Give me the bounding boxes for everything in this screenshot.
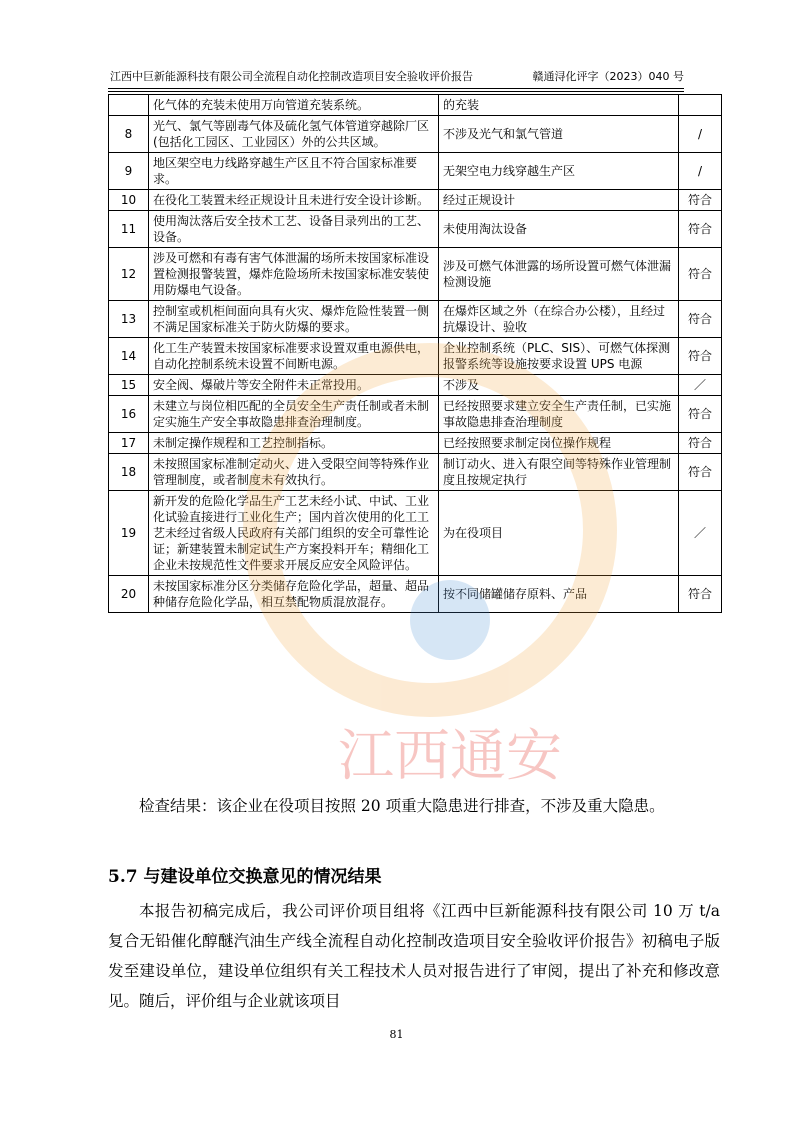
table-row (109, 454, 722, 491)
hazard-description: 未按照国家标准制定动火、进入受限空间等特殊作业管理制度，或者制度未有效执行。 (149, 454, 439, 491)
result-cell: 符合 (679, 454, 722, 491)
status-cell: 涉及可燃气体泄露的场所设置可燃气体泄漏检测设施 (439, 248, 679, 301)
running-header (110, 68, 684, 84)
status-cell: 已经按照要求制定岗位操作规程 (439, 433, 679, 454)
status-cell: 已经按照要求建立安全生产责任制，已实施事故隐患排查治理制度 (439, 396, 679, 433)
result-cell (679, 95, 722, 116)
hazard-description: 安全阀、爆破片等安全附件未正常投用。 (149, 375, 439, 396)
table-row (109, 396, 722, 433)
row-number: 13 (109, 301, 149, 338)
row-number: 14 (109, 338, 149, 375)
table-row (109, 491, 722, 576)
row-number: 20 (109, 576, 149, 613)
table-row (109, 433, 722, 454)
row-number: 8 (109, 116, 149, 153)
table-row (109, 576, 722, 613)
hazard-description: 未建立与岗位相匹配的全员安全生产责任制或者未制定实施生产安全事故隐患排查治理制度。 (149, 396, 439, 433)
table-row (109, 116, 722, 153)
result-cell: 符合 (679, 396, 722, 433)
result-cell: ／ (679, 491, 722, 576)
row-number: 16 (109, 396, 149, 433)
result-cell: / (679, 116, 722, 153)
header-rule-secondary (108, 91, 684, 92)
status-cell: 不涉及光气和氯气管道 (439, 116, 679, 153)
header-rule (108, 88, 684, 89)
row-number: 17 (109, 433, 149, 454)
watermark-text: 江西通安 (338, 724, 562, 789)
hazard-description: 地区架空电力线路穿越生产区且不符合国家标准要求。 (149, 153, 439, 190)
table-row (109, 338, 722, 375)
row-number (109, 95, 149, 116)
hazard-description: 涉及可燃和有毒有害气体泄漏的场所未按国家标准设置检测报警装置，爆炸危险场所未按国家标准安装使用防爆电气设备。 (149, 248, 439, 301)
table-row (109, 190, 722, 211)
status-cell: 企业控制系统（PLC、SIS）、可燃气体探测报警系统等设施按要求设置 UPS 电源 (439, 338, 679, 375)
table-row (109, 301, 722, 338)
hazard-description: 未按国家标准分区分类储存危险化学品，超量、超品种储存危险化学品，相互禁配物质混放混存。 (149, 576, 439, 613)
status-cell: 无架空电力线穿越生产区 (439, 153, 679, 190)
status-cell: 未使用淘汰设备 (439, 211, 679, 248)
result-cell: 符合 (679, 576, 722, 613)
result-cell: / (679, 153, 722, 190)
hazard-description: 未制定操作规程和工艺控制指标。 (149, 433, 439, 454)
status-cell: 的充装 (439, 95, 679, 116)
row-number: 10 (109, 190, 149, 211)
result-cell: 符合 (679, 433, 722, 454)
table-row (109, 248, 722, 301)
status-cell: 在爆炸区域之外（在综合办公楼），且经过抗爆设计、验收 (439, 301, 679, 338)
status-cell: 按不同储罐储存原料、产品 (439, 576, 679, 613)
table-row (109, 375, 722, 396)
check-conclusion: 检查结果：该企业在役项目按照 20 项重大隐患进行排查，不涉及重大隐患。 (139, 797, 665, 815)
status-cell: 为在役项目 (439, 491, 679, 576)
result-cell: 符合 (679, 301, 722, 338)
row-number: 12 (109, 248, 149, 301)
status-cell: 经过正规设计 (439, 190, 679, 211)
page-number: 81 (389, 1028, 404, 1041)
hazard-description: 控制室或机柜间面向具有火灾、爆炸危险性装置一侧不满足国家标准关于防火防爆的要求。 (149, 301, 439, 338)
table-row (109, 95, 722, 116)
result-cell: 符合 (679, 211, 722, 248)
table-row (109, 211, 722, 248)
status-cell: 制订动火、进入有限空间等特殊作业管理制度且按规定执行 (439, 454, 679, 491)
hazard-description: 使用淘汰落后安全技术工艺、设备目录列出的工艺、设备。 (149, 211, 439, 248)
result-cell: 符合 (679, 248, 722, 301)
result-cell: ／ (679, 375, 722, 396)
hazard-description: 化工生产装置未按国家标准要求设置双重电源供电，自动化控制系统未设置不间断电源。 (149, 338, 439, 375)
row-number: 9 (109, 153, 149, 190)
result-cell: 符合 (679, 338, 722, 375)
status-cell: 不涉及 (439, 375, 679, 396)
section-heading: 5.7 与建设单位交换意见的情况结果 (108, 867, 382, 887)
hazard-description: 光气、氯气等剧毒气体及硫化氢气体管道穿越除厂区(包括化工园区、工业园区）外的公共区域。 (149, 116, 439, 153)
header-title: 江西中巨新能源科技有限公司全流程自动化控制改造项目安全验收评价报告 (110, 70, 473, 83)
hazard-description: 新开发的危险化学品生产工艺未经小试、中试、工业化试验直接进行工业化生产；国内首次使用的化工工艺未经过省级人民政府有关部门组织的安全可靠性论证；新建装置未制定试生产方案投料开车；精细化工企业未按规范性文件要求开展反应安全风险评估。 (149, 491, 439, 576)
header-doc-number: 赣通浔化评字（2023）040 号 (532, 70, 684, 83)
result-cell: 符合 (679, 190, 722, 211)
body-paragraph: 本报告初稿完成后，我公司评价项目组将《江西中巨新能源科技有限公司 10 万 t/a 复合无铅催化醇醚汽油生产线全流程自动化控制改造项目安全验收评价报告》初稿电子版发至建设单位，建设单位组织有关工程技术人员对报告进行了审阅，提出了补充和修改意见。随后，评价组与企业就该项目 (108, 902, 720, 1010)
hazard-description: 在役化工装置未经正规设计且未进行安全设计诊断。 (149, 190, 439, 211)
hazard-description: 化气体的充装未使用万向管道充装系统。 (149, 95, 439, 116)
row-number: 15 (109, 375, 149, 396)
table-row (109, 153, 722, 190)
row-number: 18 (109, 454, 149, 491)
row-number: 11 (109, 211, 149, 248)
hazard-check-table (108, 94, 722, 613)
row-number: 19 (109, 491, 149, 576)
